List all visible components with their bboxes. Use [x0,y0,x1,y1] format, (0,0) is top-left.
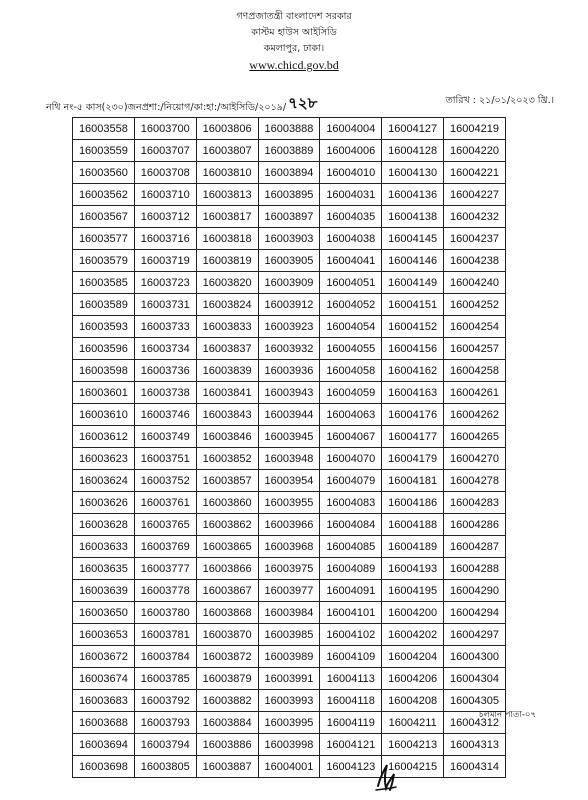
roll-number-cell: 16003781 [134,624,196,646]
roll-number-cell: 16003839 [196,360,258,382]
table-row [73,470,506,492]
roll-number-cell: 16004119 [320,712,382,734]
roll-number-cell: 16004001 [258,756,320,778]
roll-number-cell: 16004127 [382,118,444,140]
reference-line [46,91,554,111]
roll-number-table-body [73,118,506,778]
roll-number-cell: 16003895 [258,184,320,206]
roll-number-cell: 16003559 [73,140,135,162]
roll-number-cell: 16003824 [196,294,258,316]
roll-number-cell: 16003751 [134,448,196,470]
roll-number-cell: 16004195 [382,580,444,602]
roll-number-cell: 16003807 [196,140,258,162]
roll-number-cell: 16004262 [444,404,506,426]
roll-number-cell: 16004058 [320,360,382,382]
roll-number-cell: 16003777 [134,558,196,580]
table-row [73,734,506,756]
handwritten-number: ৭২৮ [288,94,318,112]
roll-number-cell: 16004286 [444,514,506,536]
roll-number-cell: 16004252 [444,294,506,316]
roll-number-cell: 16003879 [196,668,258,690]
roll-number-cell: 16003932 [258,338,320,360]
roll-number-cell: 16003955 [258,492,320,514]
roll-number-cell: 16003674 [73,668,135,690]
roll-number-cell: 16004130 [382,162,444,184]
roll-number-cell: 16003948 [258,448,320,470]
roll-number-cell: 16004031 [320,184,382,206]
roll-number-cell: 16003688 [73,712,135,734]
government-name: গণপ্রজাতন্ত্রী বাংলাদেশ সরকার [236,11,352,22]
roll-number-cell: 16004176 [382,404,444,426]
roll-number-cell: 16003819 [196,250,258,272]
table-row [73,338,506,360]
roll-number-cell: 16003923 [258,316,320,338]
roll-number-cell: 16004208 [382,690,444,712]
table-row [73,690,506,712]
table-row [73,712,506,734]
roll-number-cell: 16004186 [382,492,444,514]
roll-number-cell: 16004052 [320,294,382,316]
roll-number-cell: 16004179 [382,448,444,470]
roll-number-cell: 16004181 [382,470,444,492]
roll-number-cell: 16003710 [134,184,196,206]
roll-number-cell: 16004004 [320,118,382,140]
roll-number-cell: 16004102 [320,624,382,646]
roll-number-cell: 16004145 [382,228,444,250]
table-row [73,118,506,140]
roll-number-cell: 16003734 [134,338,196,360]
roll-number-cell: 16003585 [73,272,135,294]
roll-number-cell: 16003589 [73,294,135,316]
document-date: তারিখ : ২১/০১/২০২৩ খ্রি.। [445,95,554,106]
table-row [73,426,506,448]
roll-number-cell: 16004290 [444,580,506,602]
roll-number-cell: 16004152 [382,316,444,338]
roll-number-cell: 16003558 [73,118,135,140]
roll-number-cell: 16003837 [196,338,258,360]
table-row [73,272,506,294]
roll-number-cell: 16004151 [382,294,444,316]
roll-number-cell: 16003889 [258,140,320,162]
roll-number-cell: 16004188 [382,514,444,536]
roll-number-cell: 16003943 [258,382,320,404]
table-row [73,580,506,602]
roll-number-cell: 16004283 [444,492,506,514]
file-number: নথি নং-৫ কাস(২৩০)জনপ্রশা:/নিয়োগ/কা:হা:/আইসিডি/২০১৯/ [46,102,287,113]
roll-number-cell: 16004189 [382,536,444,558]
roll-number-cell: 16003862 [196,514,258,536]
roll-number-cell: 16003818 [196,228,258,250]
roll-number-cell: 16003813 [196,184,258,206]
roll-number-cell: 16003998 [258,734,320,756]
roll-number-cell: 16004204 [382,646,444,668]
roll-number-cell: 16003567 [73,206,135,228]
roll-number-cell: 16004041 [320,250,382,272]
roll-number-cell: 16003601 [73,382,135,404]
roll-number-cell: 16003746 [134,404,196,426]
roll-number-cell: 16003805 [134,756,196,778]
table-row [73,382,506,404]
roll-number-cell: 16003639 [73,580,135,602]
table-row [73,602,506,624]
continued-page-note: চলমান পাতা-০৭ [478,710,536,720]
roll-number-cell: 16003624 [73,470,135,492]
roll-number-cell: 16004297 [444,624,506,646]
roll-number-cell: 16003560 [73,162,135,184]
roll-number-cell: 16004237 [444,228,506,250]
roll-number-cell: 16003945 [258,426,320,448]
roll-number-cell: 16003991 [258,668,320,690]
roll-number-cell: 16004085 [320,536,382,558]
roll-number-cell: 16003650 [73,602,135,624]
roll-number-cell: 16004219 [444,118,506,140]
roll-number-cell: 16003884 [196,712,258,734]
roll-number-cell: 16004136 [382,184,444,206]
table-row [73,206,506,228]
roll-number-cell: 16003794 [134,734,196,756]
roll-number-cell: 16003894 [258,162,320,184]
table-row [73,184,506,206]
roll-number-cell: 16004163 [382,382,444,404]
roll-number-cell: 16004123 [320,756,382,778]
roll-number-cell: 16003731 [134,294,196,316]
roll-number-cell: 16004067 [320,426,382,448]
office-name: কাস্টম হাউস আইসিডি [251,27,337,38]
roll-number-cell: 16004232 [444,206,506,228]
roll-number-cell: 16003723 [134,272,196,294]
roll-number-cell: 16004238 [444,250,506,272]
roll-number-cell: 16003623 [73,448,135,470]
roll-number-cell: 16003888 [258,118,320,140]
roll-number-cell: 16004101 [320,602,382,624]
roll-number-cell: 16003866 [196,558,258,580]
roll-number-cell: 16003707 [134,140,196,162]
roll-number-cell: 16003785 [134,668,196,690]
roll-number-cell: 16004215 [382,756,444,778]
table-row [73,514,506,536]
roll-number-cell: 16003626 [73,492,135,514]
roll-number-cell: 16003683 [73,690,135,712]
roll-number-cell: 16003886 [196,734,258,756]
roll-number-cell: 16003841 [196,382,258,404]
roll-number-cell: 16004305 [444,690,506,712]
roll-number-cell: 16004156 [382,338,444,360]
roll-number-cell: 16003612 [73,426,135,448]
roll-number-cell: 16004254 [444,316,506,338]
roll-number-cell: 16004261 [444,382,506,404]
roll-number-cell: 16003954 [258,470,320,492]
roll-number-cell: 16003820 [196,272,258,294]
roll-number-cell: 16004211 [382,712,444,734]
roll-number-cell: 16004227 [444,184,506,206]
roll-number-cell: 16003868 [196,602,258,624]
roll-number-cell: 16003985 [258,624,320,646]
roll-number-cell: 16004146 [382,250,444,272]
table-row [73,162,506,184]
roll-number-cell: 16003865 [196,536,258,558]
roll-number-cell: 16004038 [320,228,382,250]
roll-number-cell: 16003761 [134,492,196,514]
roll-number-cell: 16003700 [134,118,196,140]
roll-number-cell: 16004109 [320,646,382,668]
table-row [73,140,506,162]
roll-number-cell: 16004257 [444,338,506,360]
roll-number-cell: 16003765 [134,514,196,536]
roll-number-cell: 16003712 [134,206,196,228]
roll-number-cell: 16004063 [320,404,382,426]
roll-number-cell: 16004054 [320,316,382,338]
roll-number-cell: 16004121 [320,734,382,756]
roll-number-cell: 16003719 [134,250,196,272]
table-row [73,448,506,470]
roll-number-cell: 16004118 [320,690,382,712]
roll-number-cell: 16004138 [382,206,444,228]
roll-number-cell: 16003977 [258,580,320,602]
table-row [73,250,506,272]
roll-number-cell: 16004314 [444,756,506,778]
roll-number-cell: 16003610 [73,404,135,426]
roll-number-cell: 16003843 [196,404,258,426]
table-row [73,646,506,668]
roll-number-cell: 16004213 [382,734,444,756]
roll-number-cell: 16004083 [320,492,382,514]
roll-number-cell: 16003882 [196,690,258,712]
roll-number-cell: 16004035 [320,206,382,228]
roll-number-cell: 16004202 [382,624,444,646]
roll-number-cell: 16004055 [320,338,382,360]
roll-number-cell: 16003860 [196,492,258,514]
roll-number-cell: 16004258 [444,360,506,382]
table-row [73,668,506,690]
roll-number-cell: 16003628 [73,514,135,536]
roll-number-cell: 16003653 [73,624,135,646]
roll-number-cell: 16003968 [258,536,320,558]
roll-number-cell: 16003562 [73,184,135,206]
roll-number-cell: 16003698 [73,756,135,778]
roll-number-cell: 16003975 [258,558,320,580]
roll-number-cell: 16004162 [382,360,444,382]
roll-number-cell: 16004089 [320,558,382,580]
roll-number-cell: 16003694 [73,734,135,756]
roll-number-cell: 16003870 [196,624,258,646]
table-row [73,316,506,338]
roll-number-cell: 16004270 [444,448,506,470]
roll-number-cell: 16003810 [196,162,258,184]
roll-number-cell: 16003769 [134,536,196,558]
roll-number-cell: 16003989 [258,646,320,668]
roll-number-cell: 16004113 [320,668,382,690]
roll-number-cell: 16004200 [382,602,444,624]
table-row [73,228,506,250]
roll-number-cell: 16003833 [196,316,258,338]
roll-number-cell: 16003806 [196,118,258,140]
roll-number-cell: 16004220 [444,140,506,162]
roll-number-cell: 16003984 [258,602,320,624]
roll-number-cell: 16003633 [73,536,135,558]
roll-number-cell: 16004051 [320,272,382,294]
roll-number-cell: 16003995 [258,712,320,734]
roll-number-cell: 16004128 [382,140,444,162]
roll-number-cell: 16003887 [196,756,258,778]
roll-number-cell: 16004294 [444,602,506,624]
roll-number-cell: 16004287 [444,536,506,558]
roll-number-cell: 16004304 [444,668,506,690]
roll-number-cell: 16003577 [73,228,135,250]
roll-number-cell: 16003738 [134,382,196,404]
roll-number-cell: 16003857 [196,470,258,492]
roll-number-cell: 16004177 [382,426,444,448]
roll-number-cell: 16003708 [134,162,196,184]
roll-number-cell: 16003897 [258,206,320,228]
roll-number-cell: 16004265 [444,426,506,448]
roll-number-cell: 16004193 [382,558,444,580]
roll-number-cell: 16004070 [320,448,382,470]
table-row [73,404,506,426]
roll-number-cell: 16003780 [134,602,196,624]
roll-number-cell: 16004300 [444,646,506,668]
roll-number-cell: 16004240 [444,272,506,294]
roll-number-cell: 16003596 [73,338,135,360]
roll-number-cell: 16004278 [444,470,506,492]
roll-number-cell: 16004206 [382,668,444,690]
table-row [73,558,506,580]
roll-number-cell: 16003905 [258,250,320,272]
roll-number-cell: 16003867 [196,580,258,602]
roll-number-cell: 16003936 [258,360,320,382]
website-link[interactable]: www.chicd.gov.bd [249,58,339,72]
roll-number-cell: 16004312 [444,712,506,734]
office-location: কমলাপুর, ঢাকা। [263,43,325,54]
roll-number-cell: 16003593 [73,316,135,338]
roll-number-cell: 16004091 [320,580,382,602]
roll-number-cell: 16004010 [320,162,382,184]
roll-number-cell: 16003912 [258,294,320,316]
roll-number-cell: 16003793 [134,712,196,734]
table-row [73,536,506,558]
roll-number-cell: 16004313 [444,734,506,756]
roll-number-cell: 16003846 [196,426,258,448]
roll-number-table [72,117,506,778]
roll-number-cell: 16003792 [134,690,196,712]
roll-number-cell: 16003872 [196,646,258,668]
office-header [0,9,588,73]
roll-number-cell: 16003903 [258,228,320,250]
roll-number-cell: 16004059 [320,382,382,404]
table-row [73,756,506,778]
table-row [73,294,506,316]
roll-number-cell: 16003966 [258,514,320,536]
roll-number-cell: 16003672 [73,646,135,668]
table-row [73,492,506,514]
roll-number-cell: 16003817 [196,206,258,228]
roll-number-cell: 16003752 [134,470,196,492]
roll-number-cell: 16003579 [73,250,135,272]
roll-number-cell: 16004149 [382,272,444,294]
signature-mark [368,760,402,794]
roll-number-cell: 16004288 [444,558,506,580]
roll-number-cell: 16004084 [320,514,382,536]
roll-number-cell: 16004221 [444,162,506,184]
roll-number-cell: 16004079 [320,470,382,492]
roll-number-cell: 16003598 [73,360,135,382]
roll-number-cell: 16003778 [134,580,196,602]
table-row [73,360,506,382]
roll-number-cell: 16003736 [134,360,196,382]
file-reference [46,94,317,119]
roll-number-cell: 16003733 [134,316,196,338]
roll-number-cell: 16003944 [258,404,320,426]
roll-number-cell: 16004006 [320,140,382,162]
roll-number-cell: 16003749 [134,426,196,448]
roll-number-cell: 16003716 [134,228,196,250]
roll-number-cell: 16003993 [258,690,320,712]
roll-number-cell: 16003909 [258,272,320,294]
table-row [73,624,506,646]
roll-number-cell: 16003852 [196,448,258,470]
roll-number-cell: 16003635 [73,558,135,580]
roll-number-cell: 16003784 [134,646,196,668]
